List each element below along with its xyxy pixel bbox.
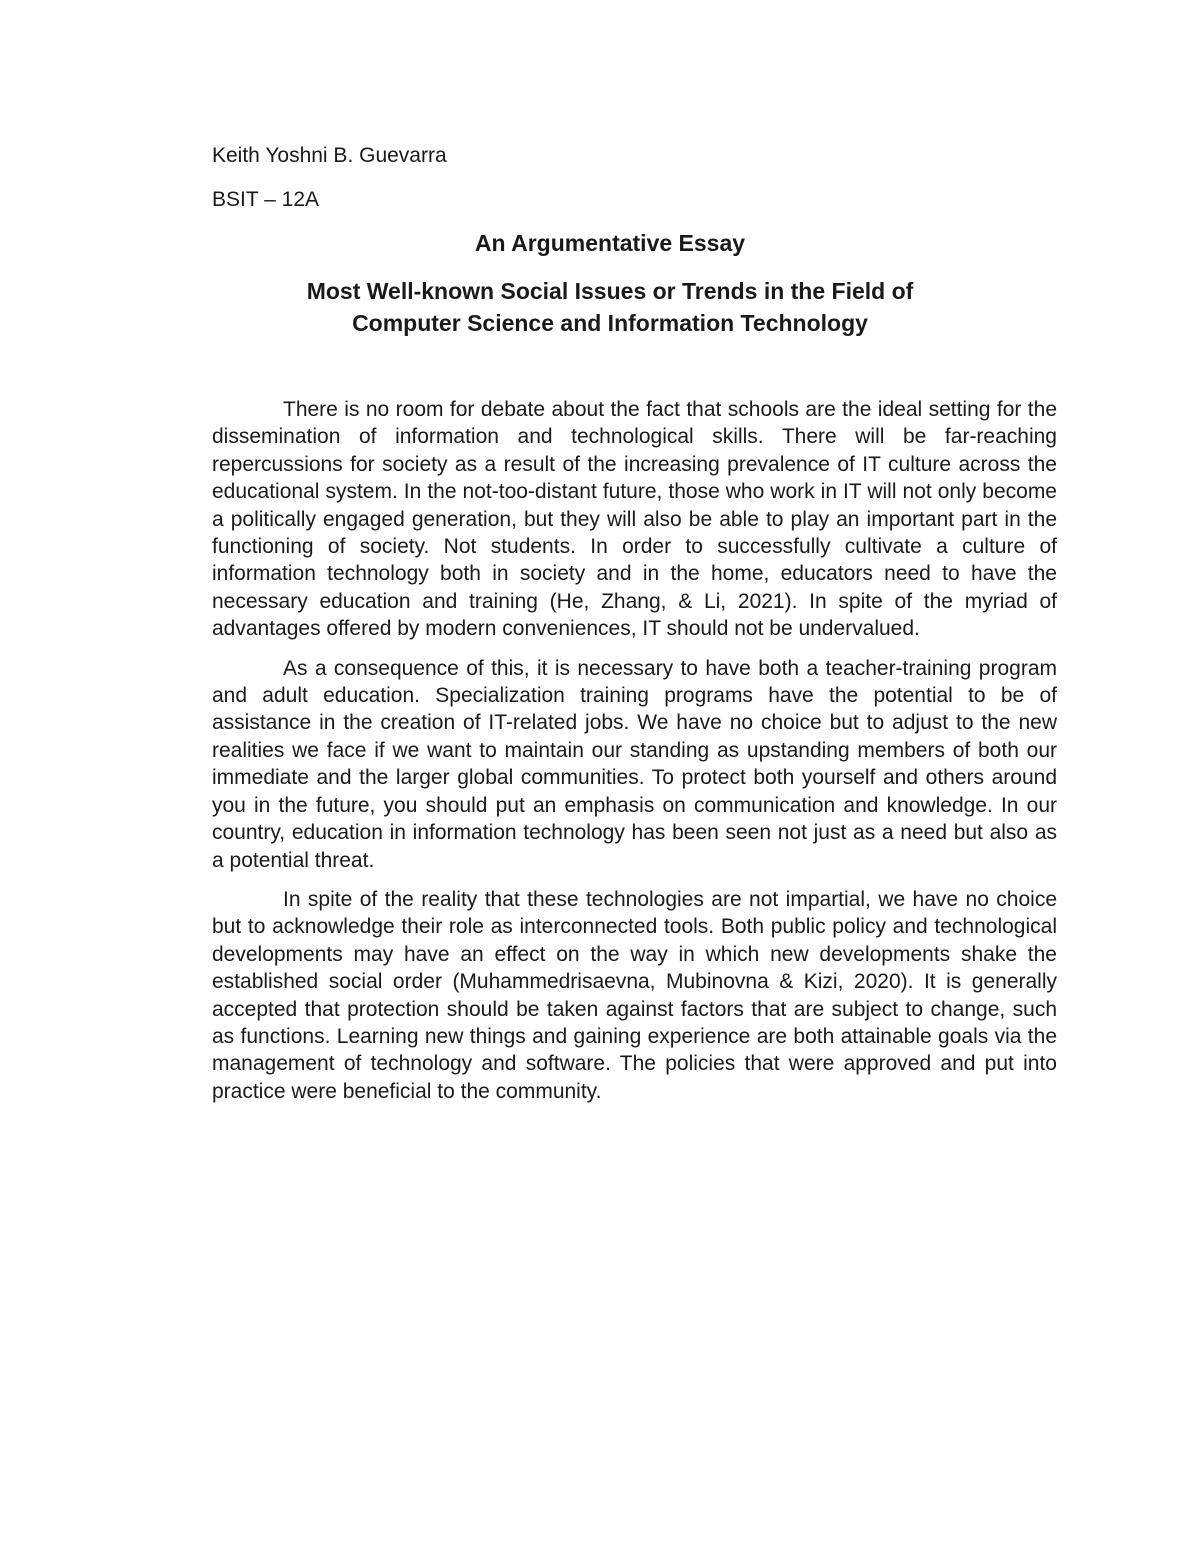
document-type-heading: An Argumentative Essay [474,230,746,256]
essay-title-line-1: Most Well-known Social Issues or Trends in the Field of [306,278,914,304]
class-section: BSIT – 12A [212,188,320,211]
paragraph-3: In spite of the reality that these technologies are not impartial, we have no choice but to acknowledge their role as interconnected tools. Both public policy and technological developments may have an effect on the way in which new developments shake the established social order (Muhammedrisaevna, Mubinovna & Kizi, 2020). It is generally accepted that protection should be taken against factors that are subject to change, such as functions. Learning new things and gaining experience are both attainable goals via the management of technology and software. The policies that were approved and put into practice were beneficial to the community. [212,887,1057,1103]
essay-title [150,275,1070,339]
paragraph-2: As a consequence of this, it is necessary to have both a teacher-training program and adult education. Specialization training programs have the potential to be of assistance in the creation of IT-related jobs. We have no choice but to adjust to the new realities we face if we want to maintain our standing as upstanding members of both our immediate and the larger global communities. To protect both yourself and others around you in the future, you should put an emphasis on communication and knowledge. In our country, education in information technology has been seen not just as a need but also as a potential threat. [212,656,1057,872]
author-name: Keith Yoshni B. Guevarra [212,144,447,167]
essay-body [212,396,1057,1117]
paragraph-1: There is no room for debate about the fact that schools are the ideal setting for the dissemination of information and technological skills. There will be far-reaching repercussions for society as a result of the increasing prevalence of IT culture across the educational system. In the not-too-distant future, those who work in IT will not only become a politically engaged generation, but they will also be able to play an important part in the functioning of society. Not students. In order to successfully cultivate a culture of information technology both in society and in the home, educators need to have the necessary education and training (He, Zhang, & Li, 2021). In spite of the myriad of advantages offered by modern conveniences, IT should not be undervalued. [212,398,1057,641]
essay-title-line-2: Computer Science and Information Technology [352,310,868,336]
